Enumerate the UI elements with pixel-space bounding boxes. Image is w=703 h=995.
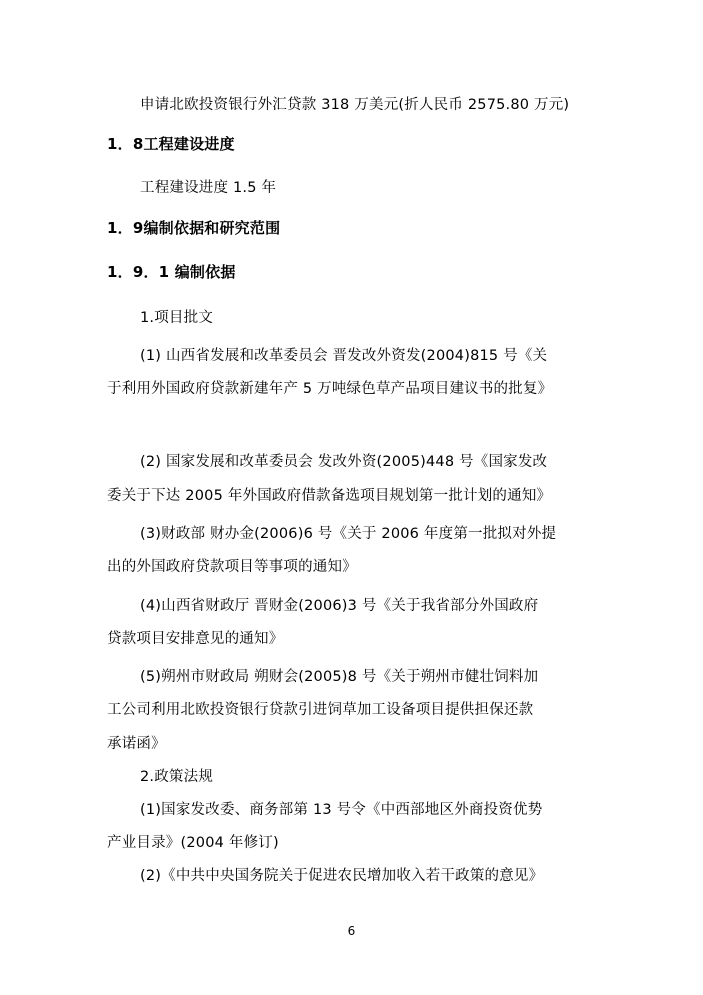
paragraph-line: (4)山西省财政厅 晋财金(2006)3 号《关于我省部分外国政府	[140, 598, 539, 614]
paragraph-line: 工公司利用北欧投资银行贷款引进饲草加工设备项目提供担保还款	[107, 702, 534, 718]
section-heading-1-9: 1．9编制依据和研究范围	[107, 219, 281, 237]
loan-amount-text: 申请北欧投资银行外汇贷款 318 万美元(折人民币 2575.80 万元)	[140, 97, 570, 113]
paragraph-line: 承诺函》	[107, 736, 166, 752]
paragraph-line: (2)《中共中央国务院关于促进农民增加收入若干政策的意见》	[140, 868, 544, 884]
paragraph-line: 产业目录》(2004 年修订)	[107, 835, 279, 851]
item-project-approval: 1.项目批文	[140, 310, 214, 326]
paragraph-line: (1) 山西省发展和改革委员会 晋发改外资发(2004)815 号《关	[140, 348, 548, 364]
paragraph-line: 贷款项目安排意见的通知》	[107, 631, 284, 647]
paragraph-line: 委关于下达 2005 年外国政府借款备选项目规划第一批计划的通知》	[107, 488, 552, 504]
paragraph-line: (5)朔州市财政局 朔财会(2005)8 号《关于朔州市健壮饲料加	[140, 669, 539, 685]
paragraph-line: (2) 国家发展和改革委员会 发改外资(2005)448 号《国家发改	[140, 454, 548, 470]
section-heading-1-8: 1．8工程建设进度	[107, 135, 235, 153]
paragraph-line: 出的外国政府贷款项目等事项的通知》	[107, 559, 357, 575]
construction-period-text: 工程建设进度 1.5 年	[140, 180, 277, 196]
item-policy-regulations: 2.政策法规	[140, 769, 214, 785]
paragraph-line: 于利用外国政府贷款新建年产 5 万吨绿色草产品项目建议书的批复》	[107, 381, 553, 397]
page-number: 6	[347, 924, 356, 938]
paragraph-line: (3)财政部 财办金(2006)6 号《关于 2006 年度第一批拟对外提	[140, 526, 557, 542]
section-heading-1-9-1: 1．9．1 编制依据	[107, 263, 236, 281]
paragraph-line: (1)国家发改委、商务部第 13 号令《中西部地区外商投资优势	[140, 802, 543, 818]
